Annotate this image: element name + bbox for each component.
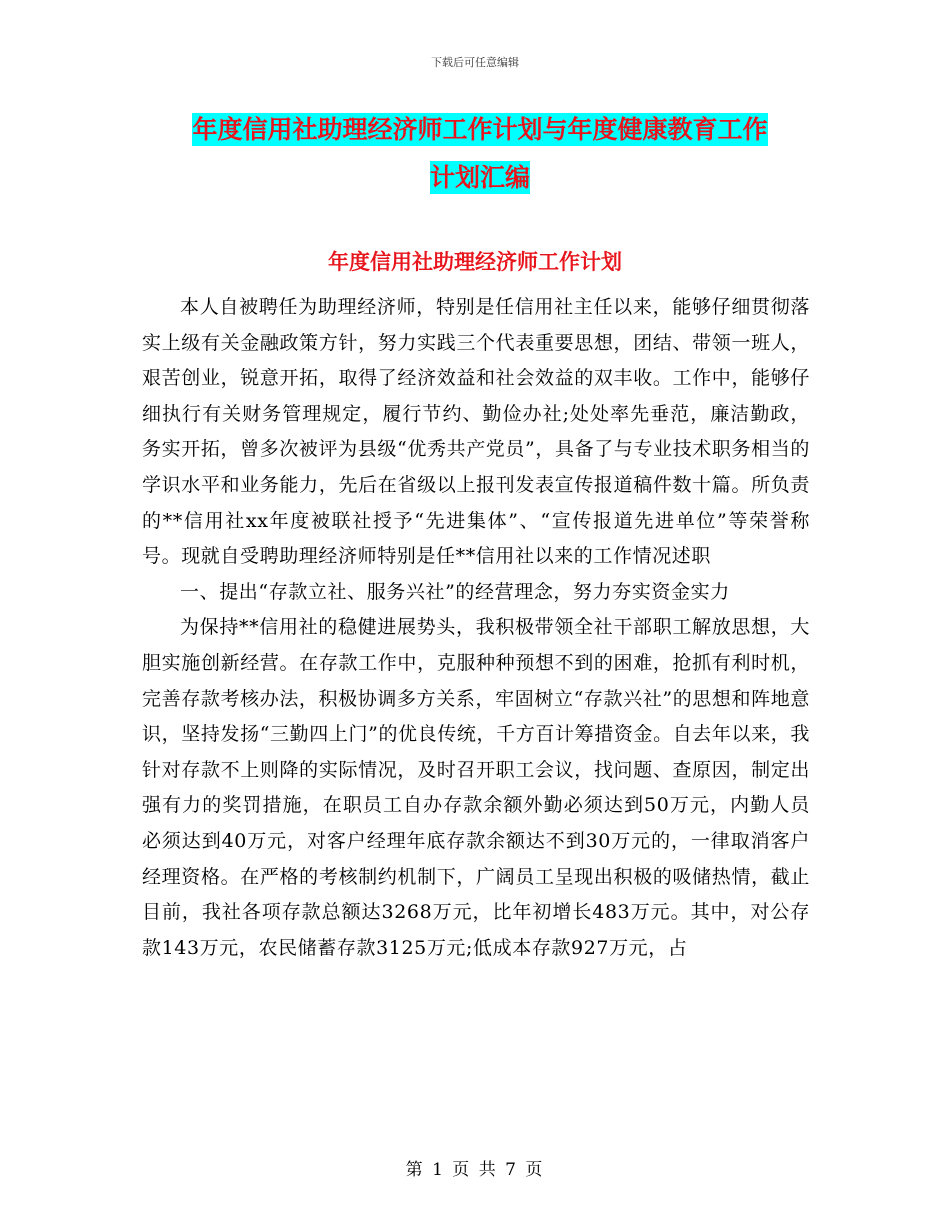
paragraph-intro: 本人自被聘任为助理经济师，特别是任信用社主任以来，能够仔细贯彻落实上级有关金融政策方针，努力实践三个代表重要思想，团结、带领一班人，艰苦创业，锐意开拓，取得了经济效益和社会效益的双丰收。工作中，能够仔细执行有关财务管理规定，履行节约、勤俭办社;处处率先垂范，廉洁勤政，务实开拓，曾多次被评为县级“优秀共产党员”，具备了与专业技术职务相当的学识水平和业务能力，先后在省级以上报刊发表宣传报道稿件数十篇。所负责的**信用社xx年度被联社授予“先进集体”、“宣传报道先进单位”等荣誉称号。现就自受聘助理经济师特别是任**信用社以来的工作情况述职	[142, 296, 810, 568]
paragraph-heading-1: 一、提出“存款立社、服务兴社”的经营理念，努力夯实资金实力	[180, 580, 730, 603]
header-note: 下载后可任意编辑	[431, 56, 519, 69]
section-title: 年度信用社助理经济师工作计划	[328, 250, 622, 274]
document-title-line-1: 年度信用社助理经济师工作计划与年度健康教育工作	[192, 115, 768, 144]
document-title	[140, 106, 820, 202]
paragraph-deposit-work: 为保持**信用社的稳健进展势头，我积极带领全社干部职工解放思想，大胆实施创新经营。在存款工作中，克服种种预想不到的困难，抢抓有利时机，完善存款考核办法，积极协调多方关系，牢固树立“存款兴社”的思想和阵地意识，坚持发扬“三勤四上门”的优良传统，千方百计筹措资金。自去年以来，我针对存款不上则降的实际情况，及时召开职工会议，找问题、查原因，制定出强有力的奖罚措施，在职员工自办存款余额外勤必须达到50万元，内勤人员必须达到40万元，对客户经理年底存款余额达不到30万元的，一律取消客户经理资格。在严格的考核制约机制下，广阔员工呈现出积极的吸储热情，截止目前，我社各项存款总额达3268万元，比年初增长483万元。其中，对公存款143万元，农民储蓄存款3125万元;低成本存款927万元，占	[142, 616, 810, 959]
document-title-line-2: 计划汇编	[429, 163, 530, 192]
page-number: 第 1 页 共 7 页	[405, 1160, 545, 1180]
body-text	[142, 290, 810, 966]
